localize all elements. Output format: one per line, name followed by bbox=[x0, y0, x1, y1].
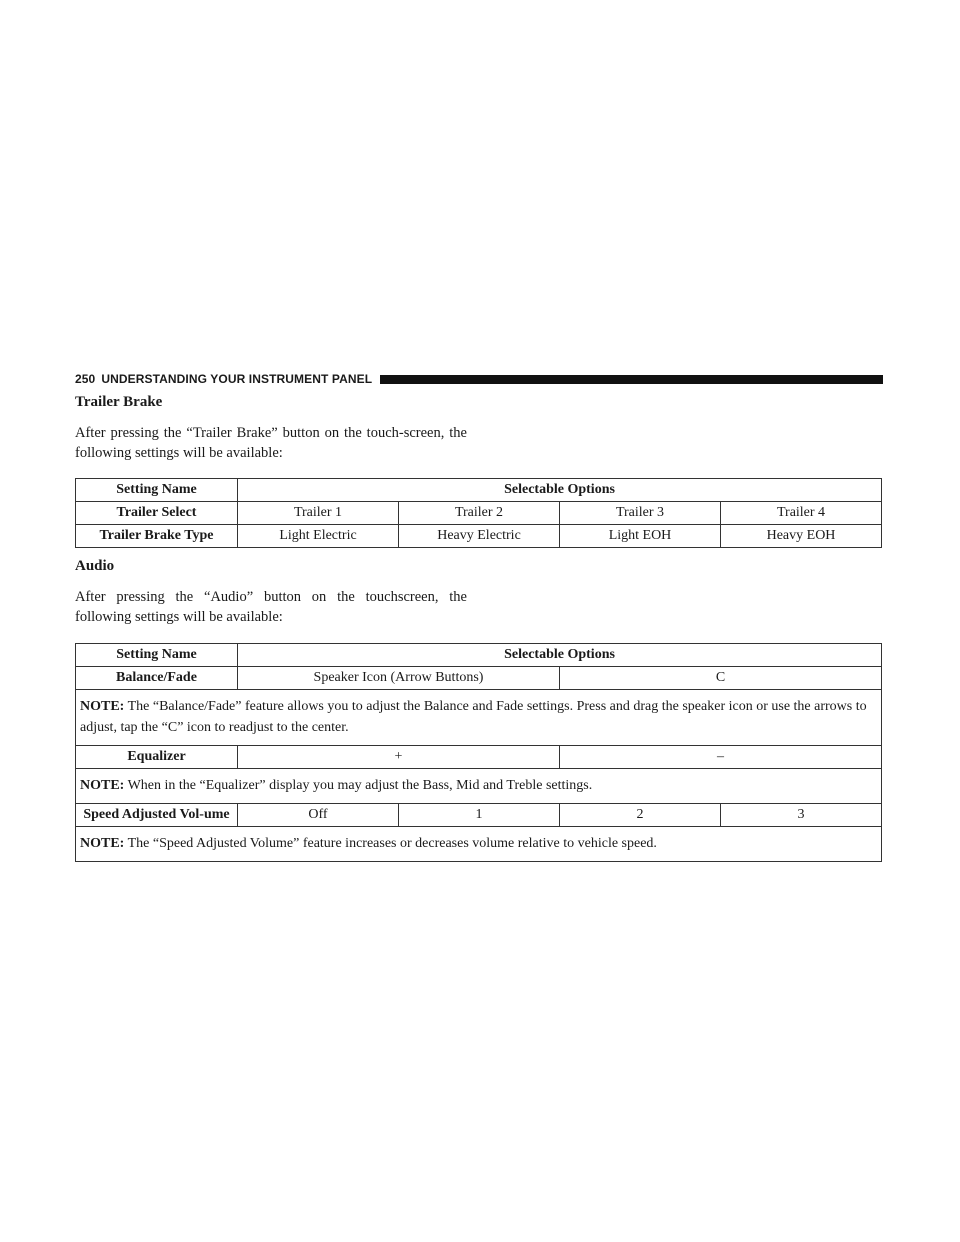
option-cell: Light Electric bbox=[238, 525, 399, 548]
option-cell: Trailer 2 bbox=[399, 502, 560, 525]
option-cell: 1 bbox=[399, 804, 560, 827]
column-header-setting-name: Setting Name bbox=[76, 644, 238, 667]
setting-name-equalizer: Equalizer bbox=[76, 746, 238, 769]
option-cell: – bbox=[560, 746, 882, 769]
table-header-row bbox=[76, 644, 882, 667]
note-label: NOTE: bbox=[80, 836, 125, 851]
option-cell: 3 bbox=[721, 804, 882, 827]
note-cell bbox=[76, 690, 882, 746]
table-row bbox=[76, 804, 882, 827]
note-cell bbox=[76, 827, 882, 862]
option-cell: Trailer 3 bbox=[560, 502, 721, 525]
audio-table bbox=[75, 643, 882, 862]
column-header-selectable-options: Selectable Options bbox=[238, 644, 882, 667]
option-cell: Light EOH bbox=[560, 525, 721, 548]
audio-intro: After pressing the “Audio” button on the touchscreen, the following settings will be available: bbox=[75, 589, 467, 625]
note-label: NOTE: bbox=[80, 699, 125, 714]
table-row bbox=[76, 525, 882, 548]
page-number: 250 bbox=[75, 372, 96, 386]
trailer-brake-intro: After pressing the “Trailer Brake” button on the touch-screen, the following settings will be available: bbox=[75, 425, 467, 461]
option-cell: Speaker Icon (Arrow Buttons) bbox=[238, 667, 560, 690]
table-note-row bbox=[76, 827, 882, 862]
setting-name-trailer-select: Trailer Select bbox=[76, 502, 238, 525]
setting-name-speed-adjusted-volume: Speed Adjusted Vol-ume bbox=[76, 804, 238, 827]
note-text: The “Speed Adjusted Volume” feature increases or decreases volume relative to vehicle speed. bbox=[124, 836, 657, 851]
trailer-brake-table bbox=[75, 478, 882, 548]
page-content bbox=[75, 392, 883, 862]
option-cell: Heavy Electric bbox=[399, 525, 560, 548]
column-header-setting-name: Setting Name bbox=[76, 479, 238, 502]
table-note-row bbox=[76, 769, 882, 804]
table-header-row bbox=[76, 479, 882, 502]
table-row bbox=[76, 667, 882, 690]
option-cell: Off bbox=[238, 804, 399, 827]
note-text: The “Balance/Fade” feature allows you to adjust the Balance and Fade settings. Press and drag the speaker icon or use the arrows to adjust, tap the “C” icon to readjust to the center. bbox=[80, 699, 867, 735]
header-title: UNDERSTANDING YOUR INSTRUMENT PANEL bbox=[101, 372, 373, 386]
page-header bbox=[75, 371, 883, 387]
setting-name-balance-fade: Balance/Fade bbox=[76, 667, 238, 690]
audio-heading: Audio bbox=[75, 558, 115, 574]
option-cell: C bbox=[560, 667, 882, 690]
option-cell: Trailer 1 bbox=[238, 502, 399, 525]
table-row bbox=[76, 502, 882, 525]
table-row bbox=[76, 746, 882, 769]
column-header-selectable-options: Selectable Options bbox=[238, 479, 882, 502]
setting-name-trailer-brake-type: Trailer Brake Type bbox=[76, 525, 238, 548]
option-cell: + bbox=[238, 746, 560, 769]
note-text: When in the “Equalizer” display you may adjust the Bass, Mid and Treble settings. bbox=[124, 778, 593, 793]
note-cell bbox=[76, 769, 882, 804]
option-cell: Trailer 4 bbox=[721, 502, 882, 525]
option-cell: Heavy EOH bbox=[721, 525, 882, 548]
note-label: NOTE: bbox=[80, 778, 125, 793]
header-rule bbox=[380, 375, 883, 384]
trailer-brake-heading: Trailer Brake bbox=[75, 394, 163, 410]
option-cell: 2 bbox=[560, 804, 721, 827]
table-note-row bbox=[76, 690, 882, 746]
